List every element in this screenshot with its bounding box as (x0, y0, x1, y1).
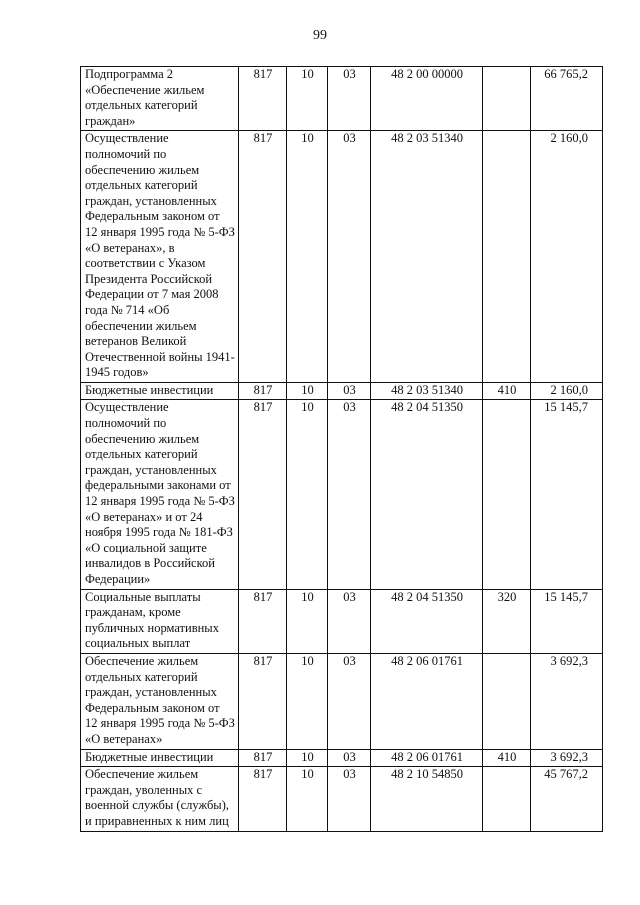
target-article-code: 48 2 04 51350 (371, 400, 483, 589)
subsection-code: 03 (328, 653, 371, 749)
subsection-code: 03 (328, 67, 371, 131)
expense-type-code (483, 653, 531, 749)
table-row (81, 589, 603, 653)
target-article-code: 48 2 10 54850 (371, 767, 483, 831)
amount: 3 692,3 (531, 653, 603, 749)
subsection-code: 03 (328, 749, 371, 767)
ministry-code: 817 (239, 131, 287, 383)
row-name: Обеспечение жильем отдельных категорий граждан, установленных Федеральным законом от 12 января 1995 года № 5-ФЗ «О ветеранах» (81, 653, 239, 749)
ministry-code: 817 (239, 589, 287, 653)
amount: 3 692,3 (531, 749, 603, 767)
expense-type-code (483, 131, 531, 383)
ministry-code: 817 (239, 749, 287, 767)
amount: 66 765,2 (531, 67, 603, 131)
subsection-code: 03 (328, 131, 371, 383)
amount: 15 145,7 (531, 400, 603, 589)
table-row (81, 67, 603, 131)
target-article-code: 48 2 06 01761 (371, 653, 483, 749)
target-article-code: 48 2 03 51340 (371, 382, 483, 400)
subsection-code: 03 (328, 382, 371, 400)
section-code: 10 (287, 131, 328, 383)
section-code: 10 (287, 67, 328, 131)
amount: 2 160,0 (531, 382, 603, 400)
table-row (81, 653, 603, 749)
expense-type-code: 410 (483, 749, 531, 767)
subsection-code: 03 (328, 767, 371, 831)
ministry-code: 817 (239, 767, 287, 831)
amount: 45 767,2 (531, 767, 603, 831)
row-name: Социальные выплаты гражданам, кроме публичных нормативных социальных выплат (81, 589, 239, 653)
section-code: 10 (287, 400, 328, 589)
expense-type-code (483, 767, 531, 831)
row-name: Осуществление полномочий по обеспечению жильем отдельных категорий граждан, установленных Федеральным законом от 12 января 1995 года № 5-ФЗ «О ветеранах», в соответствии с Указом Президента Российской Федерации от 7 мая 2008 года № 714 «Об обеспечении жильем ветеранов Великой Отечественной войны 1941-1945 годов» (81, 131, 239, 383)
target-article-code: 48 2 03 51340 (371, 131, 483, 383)
table-row (81, 767, 603, 831)
section-code: 10 (287, 653, 328, 749)
budget-table (80, 66, 603, 832)
ministry-code: 817 (239, 653, 287, 749)
section-code: 10 (287, 767, 328, 831)
row-name: Подпрограмма 2 «Обеспечение жильем отдельных категорий граждан» (81, 67, 239, 131)
row-name: Бюджетные инвестиции (81, 382, 239, 400)
subsection-code: 03 (328, 589, 371, 653)
ministry-code: 817 (239, 400, 287, 589)
ministry-code: 817 (239, 382, 287, 400)
amount: 15 145,7 (531, 589, 603, 653)
table-row (81, 400, 603, 589)
target-article-code: 48 2 00 00000 (371, 67, 483, 131)
section-code: 10 (287, 589, 328, 653)
subsection-code: 03 (328, 400, 371, 589)
row-name: Бюджетные инвестиции (81, 749, 239, 767)
row-name: Обеспечение жильем граждан, уволенных с военной службы (службы), и приравненных к ним лиц (81, 767, 239, 831)
table-row (81, 749, 603, 767)
target-article-code: 48 2 04 51350 (371, 589, 483, 653)
table-row (81, 131, 603, 383)
table-row (81, 382, 603, 400)
expense-type-code: 410 (483, 382, 531, 400)
ministry-code: 817 (239, 67, 287, 131)
expense-type-code (483, 400, 531, 589)
expense-type-code (483, 67, 531, 131)
row-name: Осуществление полномочий по обеспечению жильем отдельных категорий граждан, установленных федеральными законами от 12 января 1995 года № 5-ФЗ «О ветеранах» и от 24 ноября 1995 года № 181-ФЗ «О социальной защите инвалидов в Российской Федерации» (81, 400, 239, 589)
section-code: 10 (287, 382, 328, 400)
expense-type-code: 320 (483, 589, 531, 653)
page-number: 99 (313, 28, 327, 43)
section-code: 10 (287, 749, 328, 767)
target-article-code: 48 2 06 01761 (371, 749, 483, 767)
amount: 2 160,0 (531, 131, 603, 383)
